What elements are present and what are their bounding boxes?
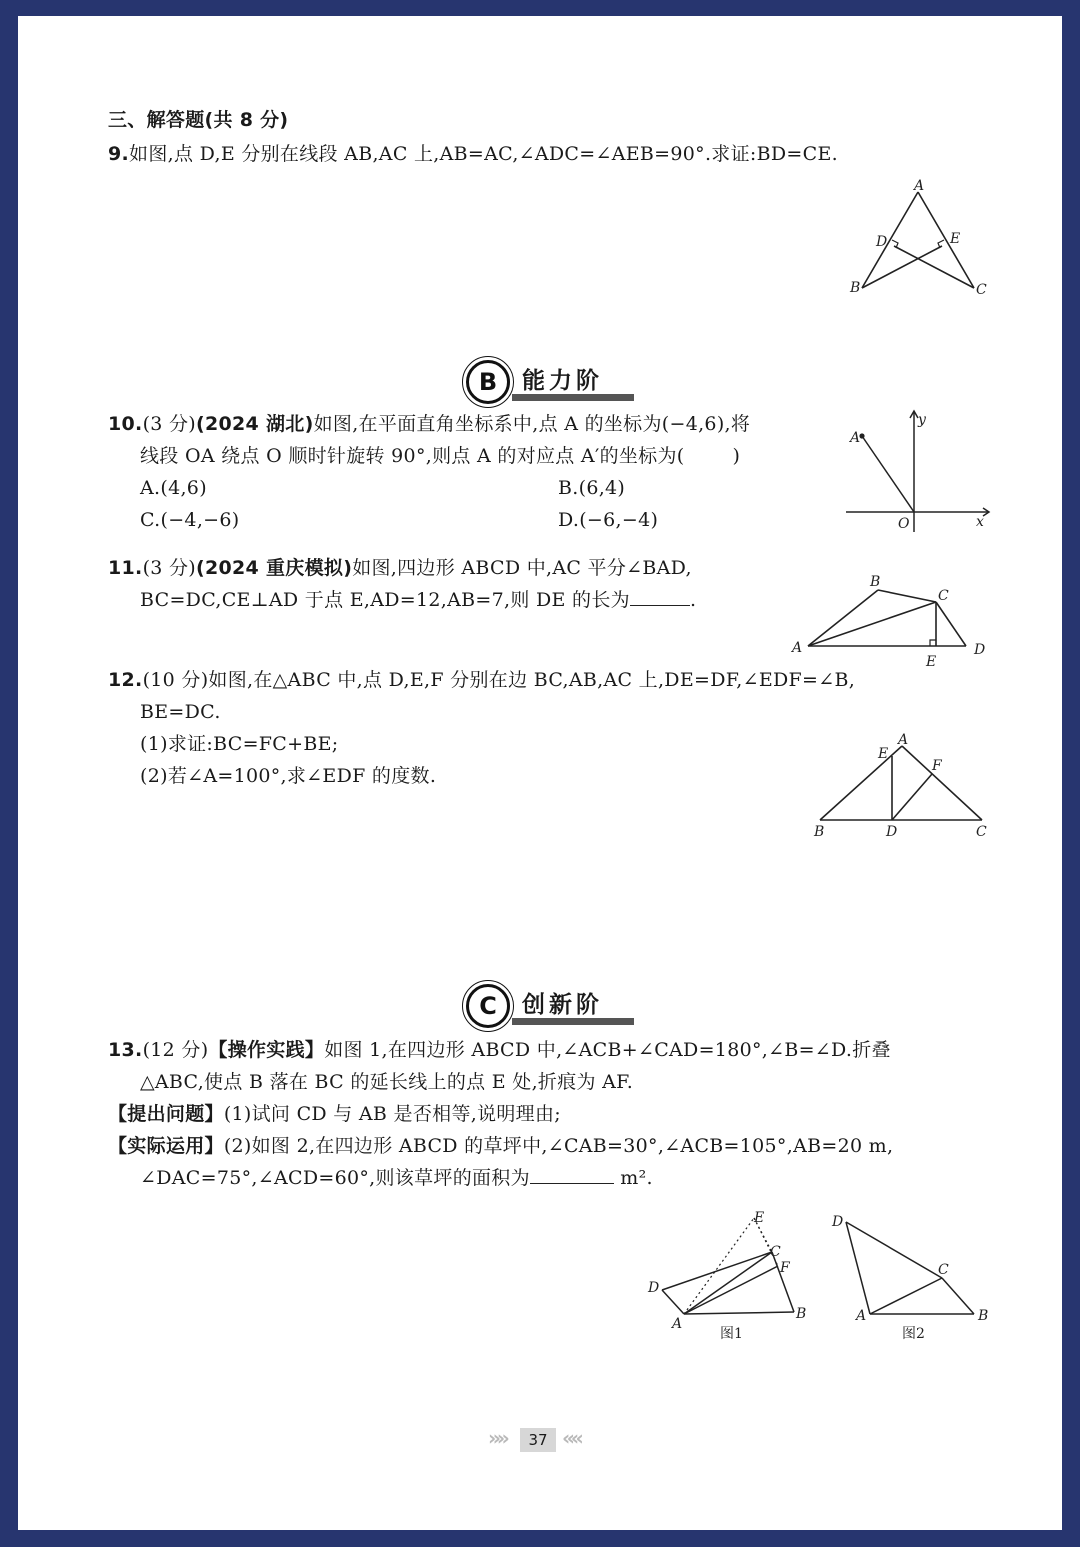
section-badge-c: C [466, 984, 510, 1028]
figure-11 [786, 570, 996, 670]
label-f: F [780, 1260, 790, 1276]
question-12-part1: (1)求证:BC=FC+BE; [140, 733, 339, 755]
label-d: D [648, 1280, 660, 1296]
question-score: (3 分) [142, 413, 197, 435]
label-c: C [976, 282, 987, 298]
segment-cb [942, 1278, 974, 1314]
answer-blank[interactable] [630, 585, 690, 606]
question-source: (2024 湖北) [196, 413, 314, 435]
question-text: 线段 OA 绕点 O 顺时针旋转 90°,则点 A 的对应点 A′的坐标为( [140, 445, 685, 467]
unit: m². [620, 1167, 653, 1189]
tag-application: 【实际运用】 [108, 1135, 224, 1157]
answer-paren-close: ) [732, 445, 741, 467]
segment-ac [870, 1278, 942, 1314]
figure-13-2 [826, 1206, 1002, 1350]
segment-cd [662, 1252, 772, 1290]
segment-ab [684, 1312, 794, 1314]
segment-da [846, 1222, 870, 1314]
question-score: (10 分) [142, 669, 209, 691]
label-d: D [876, 234, 888, 250]
period: . [689, 589, 697, 611]
option-d: D.(−6,−4) [558, 509, 659, 531]
section-title-b: 能力阶 [522, 368, 603, 394]
question-text: 如图 1,在四边形 ABCD 中,∠ACB+∠CAD=180°,∠B=∠D.折叠 [324, 1039, 891, 1061]
chevron-left-icon: «« [562, 1426, 580, 1450]
question-score: (12 分) [142, 1039, 209, 1061]
section-header-b [466, 360, 646, 406]
page-number: 37 [520, 1428, 556, 1452]
label-b: B [796, 1306, 807, 1322]
segment-dc [846, 1222, 942, 1278]
label-f: F [932, 758, 942, 774]
label-e: E [878, 746, 889, 762]
section-heading-3: 三、解答题(共 8 分) [108, 109, 289, 131]
label-x: x [976, 514, 984, 530]
question-text: 如图,在△ABC 中,点 D,E,F 分别在边 BC,AB,AC 上,DE=DF,∠EDF=∠B, [208, 669, 856, 691]
label-c: C [938, 588, 949, 604]
question-12-part2: (2)若∠A=100°,求∠EDF 的度数. [140, 765, 437, 787]
tag-practice: 【操作实践】 [208, 1039, 325, 1061]
question-text: ∠DAC=75°,∠ACD=60°,则该草坪的面积为 [140, 1167, 530, 1189]
figure-10 [840, 404, 1000, 536]
label-b: B [870, 574, 881, 590]
label-c: C [938, 1262, 949, 1278]
label-a: A [856, 1308, 867, 1324]
label-o: O [898, 516, 910, 532]
option-c: C.(−4,−6) [140, 509, 240, 531]
label-y: y [918, 412, 926, 428]
question-text: 如图,四边形 ABCD 中,AC 平分∠BAD, [352, 557, 692, 579]
option-a: A.(4,6) [140, 477, 207, 499]
question-number: 10. [108, 413, 143, 435]
figure-13-1 [640, 1204, 820, 1350]
point-a [859, 433, 864, 438]
question-number: 12. [108, 669, 143, 691]
question-text: BC=DC,CE⊥AD 于点 E,AD=12,AB=7,则 DE 的长为 [140, 589, 630, 611]
label-d: D [832, 1214, 844, 1230]
question-12-line1 [108, 664, 855, 696]
label-a: A [898, 732, 909, 748]
section-badge-b: B [466, 360, 510, 404]
segment-ba [820, 746, 902, 820]
label-a: A [792, 640, 803, 656]
label-e: E [926, 654, 937, 670]
segment-oa [862, 436, 914, 512]
segment-ac [902, 746, 982, 820]
question-text: (2)如图 2,在四边形 ABCD 的草坪中,∠CAB=30°,∠ACB=105°,AB=20 m, [223, 1135, 894, 1157]
segment-ac [684, 1252, 772, 1314]
question-10-line2 [140, 440, 740, 472]
label-b: B [850, 280, 861, 296]
label-a: A [850, 430, 861, 446]
figure-caption-1: 图1 [720, 1326, 743, 1342]
label-b: B [814, 824, 825, 840]
page-footer [470, 1424, 620, 1454]
question-13-line5 [140, 1162, 653, 1194]
question-number: 11. [108, 557, 143, 579]
question-number: 13. [108, 1039, 143, 1061]
question-11-line2 [140, 584, 696, 616]
question-number: 9. [108, 143, 130, 165]
label-a: A [914, 178, 925, 194]
section-underline [512, 1018, 634, 1025]
question-text: 如图,在平面直角坐标系中,点 A 的坐标为(−4,6),将 [313, 413, 751, 435]
label-c: C [976, 824, 987, 840]
tag-question: 【提出问题】 [108, 1103, 224, 1125]
segment-cd [936, 602, 966, 646]
segment-da [662, 1290, 684, 1314]
question-10-line1 [108, 408, 750, 440]
figure-9 [840, 176, 1000, 304]
label-a: A [672, 1316, 683, 1332]
option-b: B.(6,4) [558, 477, 626, 499]
label-b: B [978, 1308, 989, 1324]
segment-ac [808, 602, 936, 646]
question-13-part2 [108, 1130, 893, 1162]
question-text: 如图,点 D,E 分别在线段 AB,AC 上,AB=AC,∠ADC=∠AEB=90°.求证:BD=CE. [129, 143, 838, 165]
question-13-part1 [108, 1098, 561, 1130]
figure-caption-2: 图2 [902, 1326, 925, 1342]
figure-12 [806, 730, 1002, 842]
section-title-c: 创新阶 [522, 992, 603, 1018]
segment-ab [808, 590, 878, 646]
question-11-line1 [108, 552, 692, 584]
question-source: (2024 重庆模拟) [196, 557, 353, 579]
question-13-line2: △ABC,使点 B 落在 BC 的延长线上的点 E 处,折痕为 AF. [140, 1071, 634, 1093]
segment-bc [878, 590, 936, 602]
label-e: E [950, 231, 961, 247]
label-c: C [770, 1244, 781, 1260]
question-12-line2: BE=DC. [140, 701, 221, 723]
label-d: D [974, 642, 986, 658]
label-d: D [886, 824, 898, 840]
right-angle-e [930, 640, 936, 646]
question-9 [108, 138, 838, 170]
answer-blank[interactable] [530, 1163, 614, 1184]
segment-df [892, 774, 932, 820]
question-text: (1)试问 CD 与 AB 是否相等,说明理由; [223, 1103, 561, 1125]
question-13-line1 [108, 1034, 891, 1066]
segment-ae-dotted [684, 1218, 754, 1314]
label-e: E [754, 1210, 765, 1226]
segment-af [684, 1266, 778, 1314]
chevron-right-icon: »» [488, 1426, 506, 1450]
question-score: (3 分) [142, 557, 197, 579]
section-header-c [466, 984, 646, 1030]
section-underline [512, 394, 634, 401]
